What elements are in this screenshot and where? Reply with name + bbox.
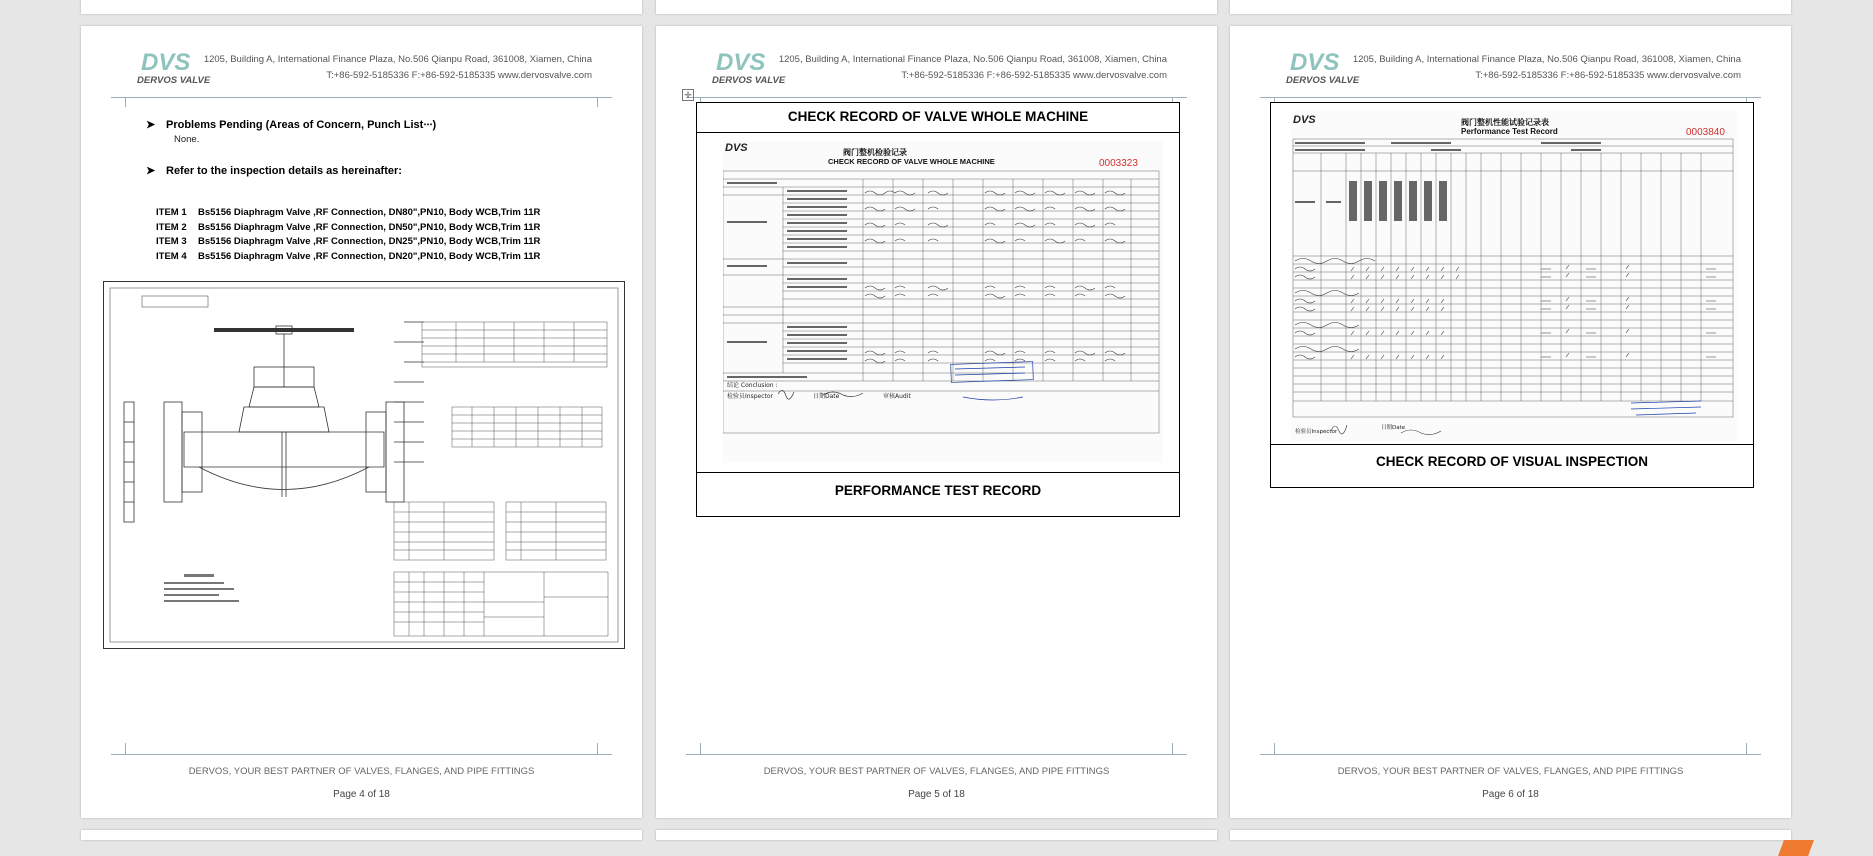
header-rule <box>686 97 1187 98</box>
footer-rule <box>1260 754 1761 755</box>
next-page-fragment <box>81 830 642 840</box>
svg-text:日期Date: 日期Date <box>813 393 840 400</box>
header-rule <box>111 97 612 98</box>
refer-heading: ➤ Refer to the inspection details as hereinafter: <box>146 165 402 177</box>
table-move-handle-icon[interactable]: ✛ <box>682 89 694 101</box>
svg-text:DVS: DVS <box>1293 114 1316 126</box>
record-caption: PERFORMANCE TEST RECORD <box>834 483 1042 498</box>
svg-text:DVS: DVS <box>141 49 191 76</box>
svg-text:DVS: DVS <box>1290 49 1340 76</box>
item-list <box>156 206 540 264</box>
svg-text:检验员Inspector: 检验员Inspector <box>727 393 773 400</box>
svg-text:DERVOS VALVE: DERVOS VALVE <box>712 75 786 86</box>
list-item: ITEM 1 Bs5156 Diaphragm Valve ,RF Connection, DN80",PN10, Body WCB,Trim 11R <box>156 207 541 218</box>
header-rule <box>1260 97 1761 98</box>
svg-text:DVS: DVS <box>716 49 766 76</box>
list-item: ITEM 2 Bs5156 Diaphragm Valve ,RF Connection, DN50",PN10, Body WCB,Trim 11R <box>156 221 541 233</box>
svg-text:Performance Test Record: Performance Test Record <box>1461 127 1558 136</box>
list-item: ITEM 4 Bs5156 Diaphragm Valve ,RF Connection, DN20",PN10, Body WCB,Trim 11R <box>156 250 541 262</box>
next-page-fragment <box>1230 830 1791 840</box>
footer-rule <box>111 754 612 755</box>
svg-text:0003323: 0003323 <box>1099 158 1138 169</box>
footer-rule <box>686 754 1187 755</box>
footer-slogan: DERVOS, YOUR BEST PARTNER OF VALVES, FLANGES, AND PIPE FITTINGS <box>763 766 1110 777</box>
company-address: 1205, Building A, International Finance Plaza, No.506 Qianpu Road, 361008, Xiamen, China T:+86-592-5185336 F:+86-592-5185335 www.dervosvalve.com <box>203 54 592 81</box>
list-item: ITEM 3 Bs5156 Diaphragm Valve ,RF Connection, DN25",PN10, Body WCB,Trim 11R <box>156 236 541 248</box>
previous-page-fragment <box>1230 0 1791 14</box>
svg-text:CHECK RECORD OF VALVE WHOLE MA: CHECK RECORD OF VALVE WHOLE MACHINE <box>828 157 995 166</box>
valve-technical-drawing <box>103 281 625 649</box>
previous-page-fragment <box>81 0 642 14</box>
svg-text:日期Date: 日期Date <box>1381 425 1406 431</box>
record-title: CHECK RECORD OF VALVE WHOLE MACHINE <box>787 109 1089 124</box>
svg-text:检验员Inspector: 检验员Inspector <box>1295 429 1338 435</box>
orange-marker-icon <box>1778 840 1814 856</box>
document-page-6 <box>1230 26 1791 818</box>
problems-value: None. <box>174 134 200 145</box>
valve-drawing-image <box>104 282 624 648</box>
footer-slogan: DERVOS, YOUR BEST PARTNER OF VALVES, FLANGES, AND PIPE FITTINGS <box>1337 766 1684 777</box>
previous-page-fragment <box>656 0 1217 14</box>
footer-slogan: DERVOS, YOUR BEST PARTNER OF VALVES, FLANGES, AND PIPE FITTINGS <box>188 766 535 777</box>
svg-text:0003840: 0003840 <box>1686 127 1725 138</box>
document-page-4 <box>81 26 642 818</box>
company-address: 1205, Building A, International Finance Plaza, No.506 Qianpu Road, 361008, Xiamen, China T:+86-592-5185336 F:+86-592-5185335 www.dervosvalve.com <box>1352 54 1741 81</box>
svg-text:阀门整机性能试验记录表: 阀门整机性能试验记录表 <box>1461 118 1549 127</box>
page-number: Page 4 of 18 <box>333 789 390 800</box>
company-address: 1205, Building A, International Finance Plaza, No.506 Qianpu Road, 361008, Xiamen, China T:+86-592-5185336 F:+86-592-5185335 www.dervosvalve.com <box>778 54 1167 81</box>
document-page-5 <box>656 26 1217 818</box>
svg-text:DERVOS VALVE: DERVOS VALVE <box>1286 75 1360 86</box>
record-table <box>1270 102 1754 488</box>
svg-text:结论 Conclusion :: 结论 Conclusion : <box>727 382 778 389</box>
svg-text:DERVOS VALVE: DERVOS VALVE <box>137 75 211 86</box>
page-number: Page 6 of 18 <box>1482 789 1539 800</box>
next-page-fragment <box>656 830 1217 840</box>
svg-text:审核Audit: 审核Audit <box>883 393 911 400</box>
performance-test-scan <box>1291 111 1737 441</box>
page-number: Page 5 of 18 <box>908 789 965 800</box>
record-caption: CHECK RECORD OF VISUAL INSPECTION <box>1375 454 1649 469</box>
problems-heading: ➤ Problems Pending (Areas of Concern, Punch List∙∙∙) <box>146 119 437 131</box>
svg-text:阀门整机检验记录: 阀门整机检验记录 <box>843 148 907 157</box>
svg-text:DVS: DVS <box>725 142 748 154</box>
whole-machine-check-scan <box>723 141 1163 463</box>
record-table <box>696 102 1180 517</box>
